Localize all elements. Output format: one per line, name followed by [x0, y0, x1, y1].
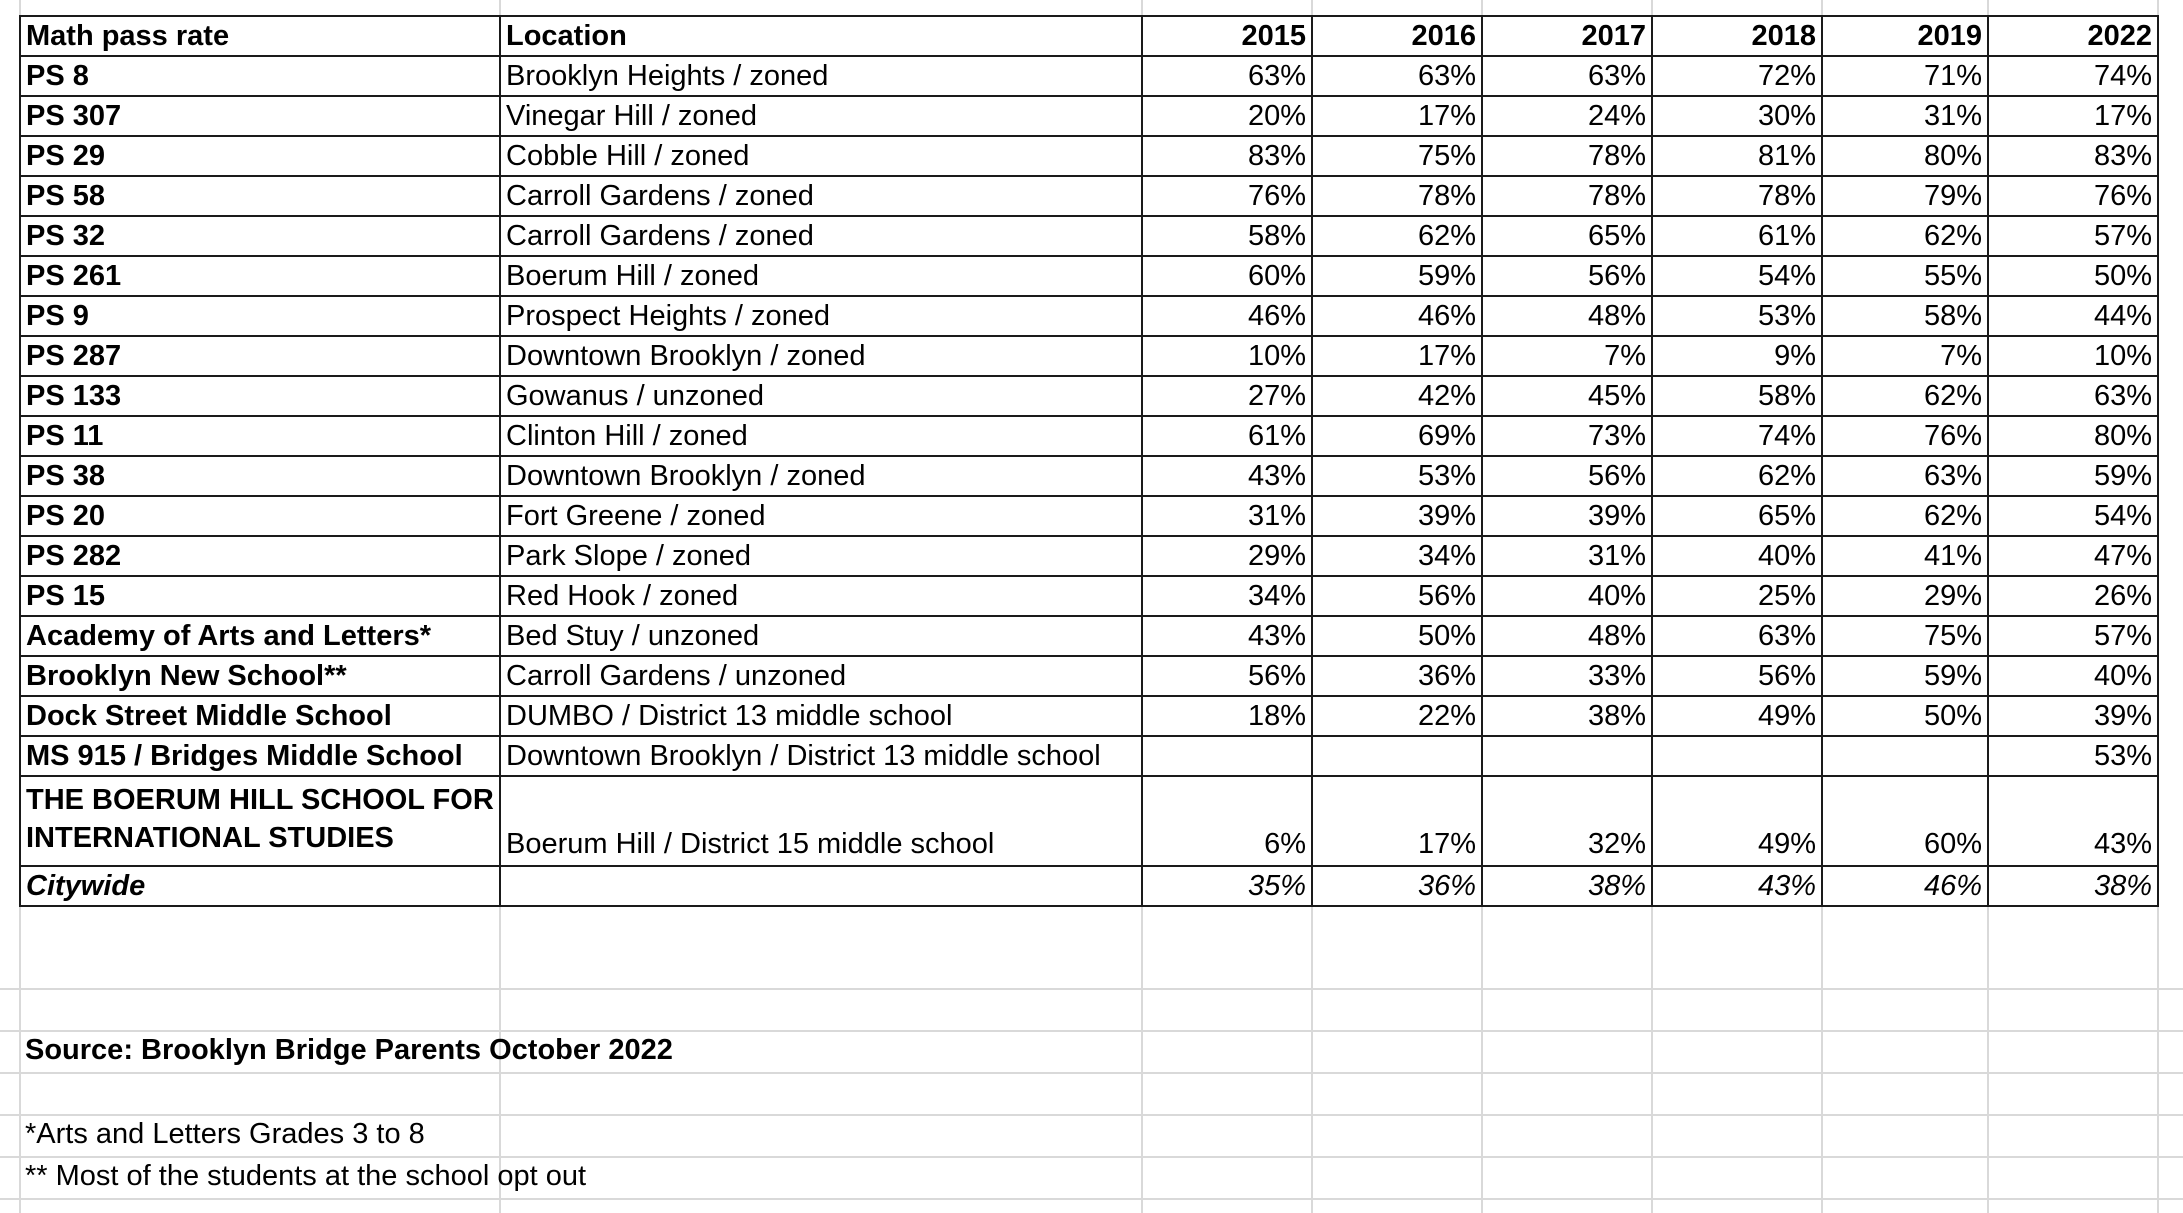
column-header[interactable]: 2015 — [1142, 16, 1312, 56]
table-row — [20, 336, 2158, 376]
pass-rate-cell[interactable]: 61% — [1142, 416, 1312, 456]
pass-rate-cell[interactable]: 83% — [1142, 136, 1312, 176]
location-cell[interactable]: Fort Greene / zoned — [500, 496, 1142, 536]
pass-rate-cell[interactable]: 56% — [1652, 656, 1822, 696]
pass-rate-cell[interactable]: 63% — [1652, 616, 1822, 656]
citywide-pass-rate-cell[interactable]: 46% — [1822, 866, 1988, 906]
pass-rate-cell[interactable]: 58% — [1142, 216, 1312, 256]
pass-rate-cell[interactable]: 76% — [1142, 176, 1312, 216]
location-cell[interactable]: Red Hook / zoned — [500, 576, 1142, 616]
table-row — [20, 736, 2158, 776]
pass-rate-cell[interactable]: 31% — [1822, 96, 1988, 136]
pass-rate-cell[interactable]: 20% — [1142, 96, 1312, 136]
pass-rate-cell[interactable]: 47% — [1988, 536, 2158, 576]
pass-rate-cell[interactable]: 60% — [1822, 776, 1988, 866]
location-cell[interactable]: Brooklyn Heights / zoned — [500, 56, 1142, 96]
location-cell[interactable]: Clinton Hill / zoned — [500, 416, 1142, 456]
location-cell[interactable]: Prospect Heights / zoned — [500, 296, 1142, 336]
location-cell[interactable]: Downtown Brooklyn / District 13 middle school — [500, 736, 1142, 776]
table-row — [20, 656, 2158, 696]
school-name-cell[interactable]: PS 261 — [20, 256, 500, 296]
pass-rate-cell[interactable]: 44% — [1988, 296, 2158, 336]
pass-rate-cell[interactable]: 39% — [1482, 496, 1652, 536]
pass-rate-cell[interactable]: 59% — [1822, 656, 1988, 696]
school-name-cell[interactable]: PS 29 — [20, 136, 500, 176]
gridline — [0, 1030, 2183, 1032]
citywide-row — [20, 866, 2158, 906]
pass-rate-cell[interactable]: 79% — [1822, 176, 1988, 216]
pass-rate-cell[interactable]: 40% — [1482, 576, 1652, 616]
column-header[interactable]: Location — [500, 16, 1142, 56]
pass-rate-cell[interactable]: 7% — [1482, 336, 1652, 376]
pass-rate-cell[interactable]: 30% — [1652, 96, 1822, 136]
location-cell[interactable]: Carroll Gardens / zoned — [500, 216, 1142, 256]
pass-rate-cell[interactable]: 26% — [1988, 576, 2158, 616]
table-row — [20, 616, 2158, 656]
location-cell[interactable]: Bed Stuy / unzoned — [500, 616, 1142, 656]
table-row — [20, 96, 2158, 136]
pass-rate-cell[interactable]: 43% — [1988, 776, 2158, 866]
pass-rate-cell[interactable]: 34% — [1142, 576, 1312, 616]
pass-rate-cell[interactable]: 17% — [1312, 336, 1482, 376]
table-row — [20, 576, 2158, 616]
pass-rate-cell[interactable] — [1652, 736, 1822, 776]
pass-rate-cell[interactable]: 56% — [1482, 256, 1652, 296]
pass-rate-cell[interactable]: 54% — [1988, 496, 2158, 536]
pass-rate-cell[interactable]: 24% — [1482, 96, 1652, 136]
table-row — [20, 456, 2158, 496]
pass-rate-cell[interactable]: 72% — [1652, 56, 1822, 96]
location-cell[interactable]: Carroll Gardens / zoned — [500, 176, 1142, 216]
school-name-cell[interactable]: PS 58 — [20, 176, 500, 216]
pass-rate-cell[interactable]: 48% — [1482, 616, 1652, 656]
pass-rate-cell[interactable]: 55% — [1822, 256, 1988, 296]
pass-rate-cell[interactable]: 62% — [1822, 496, 1988, 536]
pass-rate-cell[interactable]: 65% — [1482, 216, 1652, 256]
table-row — [20, 216, 2158, 256]
location-cell[interactable]: Boerum Hill / District 15 middle school — [500, 776, 1142, 866]
school-name-cell[interactable]: PS 20 — [20, 496, 500, 536]
pass-rate-cell[interactable]: 38% — [1482, 696, 1652, 736]
pass-rate-cell[interactable]: 63% — [1142, 56, 1312, 96]
pass-rate-cell[interactable]: 63% — [1482, 56, 1652, 96]
table-row — [20, 536, 2158, 576]
pass-rate-cell[interactable]: 78% — [1652, 176, 1822, 216]
pass-rate-cell[interactable]: 18% — [1142, 696, 1312, 736]
pass-rate-cell[interactable]: 74% — [1652, 416, 1822, 456]
gridline — [0, 1072, 2183, 1074]
school-name-cell[interactable]: PS 8 — [20, 56, 500, 96]
pass-rate-cell[interactable]: 32% — [1482, 776, 1652, 866]
pass-rate-cell[interactable]: 75% — [1312, 136, 1482, 176]
pass-rate-cell[interactable]: 56% — [1312, 576, 1482, 616]
math-pass-rate-table — [19, 15, 2159, 907]
school-name-cell[interactable]: PS 282 — [20, 536, 500, 576]
pass-rate-cell[interactable] — [1482, 736, 1652, 776]
table-row — [20, 416, 2158, 456]
gridline — [0, 1156, 2183, 1158]
pass-rate-cell[interactable]: 43% — [1142, 456, 1312, 496]
school-name-cell[interactable]: MS 915 / Bridges Middle School — [20, 736, 500, 776]
table-row — [20, 376, 2158, 416]
pass-rate-cell[interactable]: 29% — [1822, 576, 1988, 616]
table-row — [20, 136, 2158, 176]
column-header[interactable]: 2017 — [1482, 16, 1652, 56]
pass-rate-cell[interactable]: 71% — [1822, 56, 1988, 96]
column-header[interactable]: Math pass rate — [20, 16, 500, 56]
location-cell[interactable]: Gowanus / unzoned — [500, 376, 1142, 416]
pass-rate-cell[interactable]: 25% — [1652, 576, 1822, 616]
table-row — [20, 176, 2158, 216]
pass-rate-cell[interactable]: 50% — [1988, 256, 2158, 296]
pass-rate-cell[interactable]: 49% — [1652, 776, 1822, 866]
pass-rate-cell[interactable]: 42% — [1312, 376, 1482, 416]
pass-rate-cell[interactable] — [1142, 736, 1312, 776]
pass-rate-cell[interactable]: 74% — [1988, 56, 2158, 96]
pass-rate-cell[interactable]: 58% — [1822, 296, 1988, 336]
pass-rate-cell[interactable]: 53% — [1988, 736, 2158, 776]
pass-rate-cell[interactable]: 39% — [1988, 696, 2158, 736]
school-name-cell[interactable]: PS 15 — [20, 576, 500, 616]
pass-rate-cell[interactable]: 9% — [1652, 336, 1822, 376]
source-note: Source: Brooklyn Bridge Parents October 2022 — [25, 1034, 673, 1066]
column-header[interactable]: 2022 — [1988, 16, 2158, 56]
pass-rate-cell[interactable]: 45% — [1482, 376, 1652, 416]
table-row — [20, 296, 2158, 336]
school-name-cell[interactable]: PS 307 — [20, 96, 500, 136]
citywide-pass-rate-cell[interactable]: 38% — [1482, 866, 1652, 906]
pass-rate-cell[interactable]: 34% — [1312, 536, 1482, 576]
pass-rate-cell[interactable]: 58% — [1652, 376, 1822, 416]
table-row — [20, 496, 2158, 536]
pass-rate-cell[interactable]: 53% — [1652, 296, 1822, 336]
column-header[interactable]: 2019 — [1822, 16, 1988, 56]
school-name-cell[interactable]: PS 38 — [20, 456, 500, 496]
school-name-cell[interactable]: PS 9 — [20, 296, 500, 336]
pass-rate-cell[interactable]: 17% — [1988, 96, 2158, 136]
gridline — [0, 1198, 2183, 1200]
pass-rate-cell[interactable]: 53% — [1312, 456, 1482, 496]
pass-rate-cell[interactable]: 22% — [1312, 696, 1482, 736]
pass-rate-cell[interactable]: 57% — [1988, 216, 2158, 256]
pass-rate-cell[interactable]: 57% — [1988, 616, 2158, 656]
pass-rate-cell[interactable]: 63% — [1312, 56, 1482, 96]
gridline — [0, 988, 2183, 990]
pass-rate-cell[interactable]: 63% — [1822, 456, 1988, 496]
location-cell[interactable]: Downtown Brooklyn / zoned — [500, 456, 1142, 496]
pass-rate-cell[interactable]: 49% — [1652, 696, 1822, 736]
school-name-cell[interactable]: Brooklyn New School** — [20, 656, 500, 696]
pass-rate-cell[interactable]: 59% — [1312, 256, 1482, 296]
location-cell[interactable]: DUMBO / District 13 middle school — [500, 696, 1142, 736]
citywide-pass-rate-cell[interactable]: 38% — [1988, 866, 2158, 906]
pass-rate-cell[interactable]: 50% — [1312, 616, 1482, 656]
pass-rate-cell[interactable]: 33% — [1482, 656, 1652, 696]
pass-rate-cell[interactable] — [1822, 736, 1988, 776]
pass-rate-cell[interactable]: 27% — [1142, 376, 1312, 416]
school-name-cell[interactable]: Dock Street Middle School — [20, 696, 500, 736]
pass-rate-cell[interactable]: 81% — [1652, 136, 1822, 176]
location-cell[interactable]: Downtown Brooklyn / zoned — [500, 336, 1142, 376]
pass-rate-cell[interactable]: 31% — [1482, 536, 1652, 576]
citywide-pass-rate-cell[interactable]: 43% — [1652, 866, 1822, 906]
footnote-opt-out: ** Most of the students at the school opt out — [25, 1160, 587, 1192]
location-cell[interactable]: Park Slope / zoned — [500, 536, 1142, 576]
school-name-cell[interactable]: PS 133 — [20, 376, 500, 416]
pass-rate-cell[interactable]: 61% — [1652, 216, 1822, 256]
pass-rate-cell[interactable]: 31% — [1142, 496, 1312, 536]
pass-rate-cell[interactable]: 62% — [1822, 216, 1988, 256]
school-name-cell[interactable]: PS 287 — [20, 336, 500, 376]
pass-rate-cell[interactable]: 46% — [1142, 296, 1312, 336]
pass-rate-cell[interactable]: 36% — [1312, 656, 1482, 696]
pass-rate-cell[interactable]: 76% — [1988, 176, 2158, 216]
pass-rate-cell[interactable]: 76% — [1822, 416, 1988, 456]
pass-rate-cell[interactable]: 43% — [1142, 616, 1312, 656]
footnote-arts-letters: *Arts and Letters Grades 3 to 8 — [25, 1118, 425, 1150]
pass-rate-cell[interactable]: 65% — [1652, 496, 1822, 536]
school-name-cell[interactable]: Academy of Arts and Letters* — [20, 616, 500, 656]
pass-rate-cell[interactable]: 40% — [1652, 536, 1822, 576]
pass-rate-cell[interactable]: 62% — [1822, 376, 1988, 416]
location-cell[interactable]: Cobble Hill / zoned — [500, 136, 1142, 176]
pass-rate-cell[interactable]: 69% — [1312, 416, 1482, 456]
pass-rate-cell[interactable]: 73% — [1482, 416, 1652, 456]
pass-rate-cell[interactable]: 54% — [1652, 256, 1822, 296]
pass-rate-cell[interactable]: 60% — [1142, 256, 1312, 296]
pass-rate-cell[interactable]: 40% — [1988, 656, 2158, 696]
citywide-pass-rate-cell[interactable]: 36% — [1312, 866, 1482, 906]
table-row — [20, 56, 2158, 96]
pass-rate-cell[interactable]: 10% — [1988, 336, 2158, 376]
pass-rate-cell[interactable]: 50% — [1822, 696, 1988, 736]
pass-rate-cell[interactable]: 78% — [1482, 136, 1652, 176]
pass-rate-cell[interactable]: 46% — [1312, 296, 1482, 336]
location-cell[interactable]: Vinegar Hill / zoned — [500, 96, 1142, 136]
pass-rate-cell[interactable]: 56% — [1482, 456, 1652, 496]
pass-rate-cell[interactable]: 63% — [1988, 376, 2158, 416]
location-cell[interactable] — [500, 866, 1142, 906]
table-row — [20, 696, 2158, 736]
pass-rate-cell[interactable]: 80% — [1822, 136, 1988, 176]
citywide-label-cell[interactable]: Citywide — [20, 866, 500, 906]
citywide-pass-rate-cell[interactable]: 35% — [1142, 866, 1312, 906]
location-cell[interactable]: Carroll Gardens / unzoned — [500, 656, 1142, 696]
school-name-cell[interactable]: PS 32 — [20, 216, 500, 256]
school-name-cell[interactable]: PS 11 — [20, 416, 500, 456]
pass-rate-cell[interactable]: 83% — [1988, 136, 2158, 176]
pass-rate-cell[interactable]: 39% — [1312, 496, 1482, 536]
pass-rate-cell[interactable]: 80% — [1988, 416, 2158, 456]
column-header[interactable]: 2018 — [1652, 16, 1822, 56]
pass-rate-cell[interactable]: 48% — [1482, 296, 1652, 336]
pass-rate-cell[interactable]: 59% — [1988, 456, 2158, 496]
pass-rate-cell[interactable]: 17% — [1312, 96, 1482, 136]
table-row — [20, 256, 2158, 296]
gridline — [0, 1114, 2183, 1116]
header-row — [20, 16, 2158, 56]
pass-rate-cell[interactable] — [1312, 736, 1482, 776]
pass-rate-cell[interactable]: 62% — [1312, 216, 1482, 256]
pass-rate-cell[interactable]: 10% — [1142, 336, 1312, 376]
pass-rate-cell[interactable]: 75% — [1822, 616, 1988, 656]
pass-rate-cell[interactable]: 6% — [1142, 776, 1312, 866]
pass-rate-cell[interactable]: 17% — [1312, 776, 1482, 866]
school-name-cell[interactable]: THE BOERUM HILL SCHOOL FOR INTERNATIONAL STUDIES — [20, 776, 500, 866]
pass-rate-cell[interactable]: 56% — [1142, 656, 1312, 696]
pass-rate-cell[interactable]: 62% — [1652, 456, 1822, 496]
location-cell[interactable]: Boerum Hill / zoned — [500, 256, 1142, 296]
table-row — [20, 776, 2158, 866]
pass-rate-cell[interactable]: 78% — [1482, 176, 1652, 216]
pass-rate-cell[interactable]: 41% — [1822, 536, 1988, 576]
pass-rate-cell[interactable]: 29% — [1142, 536, 1312, 576]
column-header[interactable]: 2016 — [1312, 16, 1482, 56]
pass-rate-cell[interactable]: 7% — [1822, 336, 1988, 376]
pass-rate-cell[interactable]: 78% — [1312, 176, 1482, 216]
